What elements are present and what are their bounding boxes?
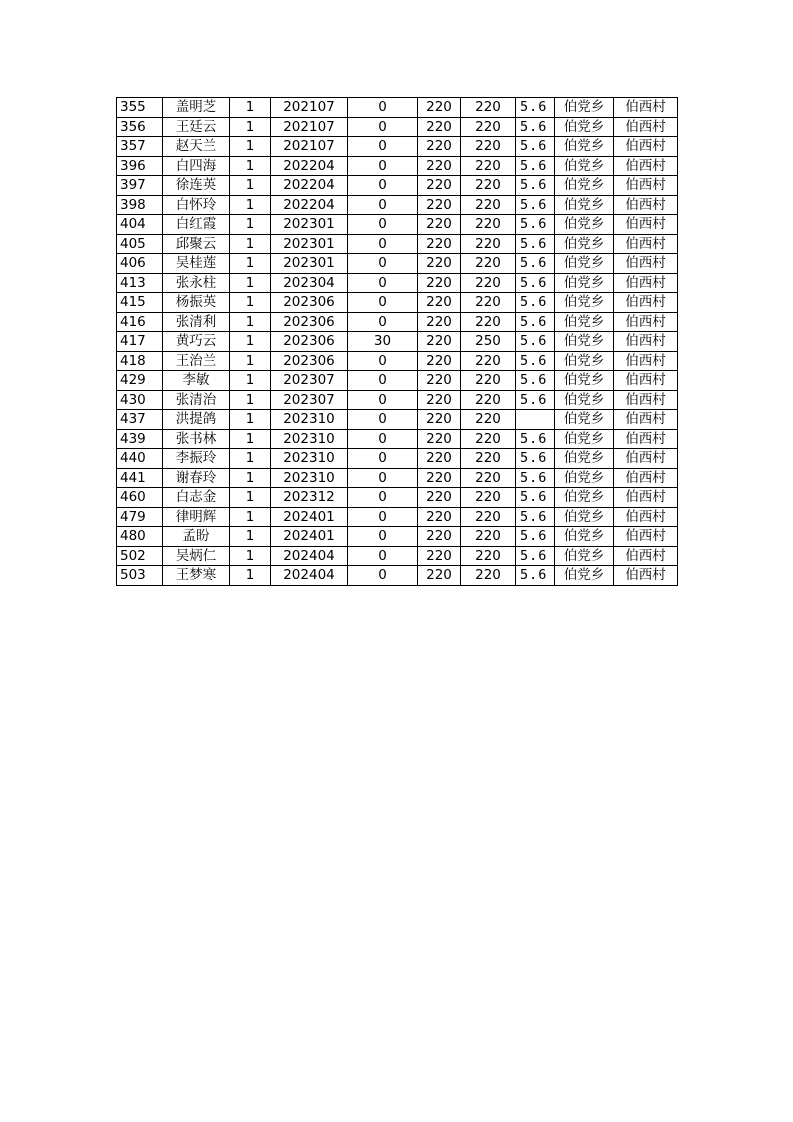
table-row	[117, 468, 678, 488]
village-cell: 伯西村	[614, 449, 678, 469]
name-cell: 盖明芝	[163, 98, 230, 118]
extra-amount-cell: 0	[348, 215, 418, 235]
start-month-cell: 202401	[271, 527, 348, 547]
village-cell: 伯西村	[614, 332, 678, 352]
name-cell: 白怀玲	[163, 195, 230, 215]
village-cell: 伯西村	[614, 234, 678, 254]
base-amount-cell: 220	[418, 215, 461, 235]
township-cell: 伯党乡	[555, 449, 614, 469]
total-amount-cell: 220	[461, 488, 516, 508]
name-cell: 王治兰	[163, 351, 230, 371]
base-amount-cell: 220	[418, 449, 461, 469]
base-amount-cell: 220	[418, 468, 461, 488]
township-cell: 伯党乡	[555, 254, 614, 274]
name-cell: 张书林	[163, 429, 230, 449]
total-amount-cell: 220	[461, 390, 516, 410]
start-month-cell: 202401	[271, 507, 348, 527]
base-amount-cell: 220	[418, 176, 461, 196]
township-cell: 伯党乡	[555, 156, 614, 176]
base-amount-cell: 220	[418, 566, 461, 586]
village-cell: 伯西村	[614, 98, 678, 118]
extra-amount-cell: 0	[348, 137, 418, 157]
start-month-cell: 202306	[271, 293, 348, 313]
table-row	[117, 351, 678, 371]
village-cell: 伯西村	[614, 312, 678, 332]
table-row	[117, 566, 678, 586]
base-amount-cell: 220	[418, 507, 461, 527]
record-number-cell: 356	[117, 117, 163, 137]
township-cell: 伯党乡	[555, 98, 614, 118]
township-cell: 伯党乡	[555, 312, 614, 332]
extra-amount-cell: 0	[348, 546, 418, 566]
base-amount-cell: 220	[418, 410, 461, 430]
rate-cell: 5.6	[516, 546, 555, 566]
total-amount-cell: 220	[461, 273, 516, 293]
start-month-cell: 202107	[271, 98, 348, 118]
table-row	[117, 371, 678, 391]
name-cell: 白红霞	[163, 215, 230, 235]
start-month-cell: 202404	[271, 566, 348, 586]
start-month-cell: 202306	[271, 351, 348, 371]
name-cell: 白四海	[163, 156, 230, 176]
base-amount-cell: 220	[418, 351, 461, 371]
village-cell: 伯西村	[614, 137, 678, 157]
start-month-cell: 202204	[271, 176, 348, 196]
base-amount-cell: 220	[418, 293, 461, 313]
township-cell: 伯党乡	[555, 390, 614, 410]
extra-amount-cell: 0	[348, 156, 418, 176]
village-cell: 伯西村	[614, 527, 678, 547]
total-amount-cell: 220	[461, 98, 516, 118]
record-number-cell: 437	[117, 410, 163, 430]
extra-amount-cell: 0	[348, 429, 418, 449]
base-amount-cell: 220	[418, 117, 461, 137]
extra-amount-cell: 0	[348, 390, 418, 410]
village-cell: 伯西村	[614, 546, 678, 566]
village-cell: 伯西村	[614, 215, 678, 235]
rate-cell: 5.6	[516, 312, 555, 332]
record-number-cell: 355	[117, 98, 163, 118]
total-amount-cell: 220	[461, 410, 516, 430]
extra-amount-cell: 0	[348, 98, 418, 118]
total-amount-cell: 220	[461, 293, 516, 313]
count-cell: 1	[230, 390, 271, 410]
township-cell: 伯党乡	[555, 351, 614, 371]
rate-cell: 5.6	[516, 449, 555, 469]
record-number-cell: 418	[117, 351, 163, 371]
start-month-cell: 202310	[271, 468, 348, 488]
rate-cell: 5.6	[516, 176, 555, 196]
rate-cell	[516, 410, 555, 430]
record-number-cell: 439	[117, 429, 163, 449]
record-number-cell: 440	[117, 449, 163, 469]
count-cell: 1	[230, 449, 271, 469]
township-cell: 伯党乡	[555, 429, 614, 449]
village-cell: 伯西村	[614, 293, 678, 313]
total-amount-cell: 220	[461, 546, 516, 566]
rate-cell: 5.6	[516, 293, 555, 313]
count-cell: 1	[230, 468, 271, 488]
start-month-cell: 202301	[271, 215, 348, 235]
count-cell: 1	[230, 312, 271, 332]
name-cell: 徐连英	[163, 176, 230, 196]
record-number-cell: 503	[117, 566, 163, 586]
record-number-cell: 416	[117, 312, 163, 332]
township-cell: 伯党乡	[555, 507, 614, 527]
name-cell: 张清利	[163, 312, 230, 332]
base-amount-cell: 220	[418, 98, 461, 118]
record-number-cell: 398	[117, 195, 163, 215]
count-cell: 1	[230, 332, 271, 352]
count-cell: 1	[230, 527, 271, 547]
base-amount-cell: 220	[418, 546, 461, 566]
township-cell: 伯党乡	[555, 371, 614, 391]
rate-cell: 5.6	[516, 156, 555, 176]
rate-cell: 5.6	[516, 429, 555, 449]
township-cell: 伯党乡	[555, 527, 614, 547]
name-cell: 洪提鸽	[163, 410, 230, 430]
extra-amount-cell: 0	[348, 293, 418, 313]
township-cell: 伯党乡	[555, 293, 614, 313]
table-row	[117, 527, 678, 547]
name-cell: 王廷云	[163, 117, 230, 137]
extra-amount-cell: 0	[348, 507, 418, 527]
start-month-cell: 202306	[271, 312, 348, 332]
start-month-cell: 202304	[271, 273, 348, 293]
extra-amount-cell: 0	[348, 176, 418, 196]
table-row	[117, 156, 678, 176]
rate-cell: 5.6	[516, 527, 555, 547]
extra-amount-cell: 0	[348, 117, 418, 137]
total-amount-cell: 220	[461, 195, 516, 215]
extra-amount-cell: 0	[348, 254, 418, 274]
village-cell: 伯西村	[614, 273, 678, 293]
total-amount-cell: 220	[461, 566, 516, 586]
table-row	[117, 254, 678, 274]
start-month-cell: 202404	[271, 546, 348, 566]
village-cell: 伯西村	[614, 117, 678, 137]
count-cell: 1	[230, 234, 271, 254]
village-cell: 伯西村	[614, 156, 678, 176]
name-cell: 吴炳仁	[163, 546, 230, 566]
village-cell: 伯西村	[614, 254, 678, 274]
start-month-cell: 202310	[271, 449, 348, 469]
table-row	[117, 176, 678, 196]
total-amount-cell: 220	[461, 429, 516, 449]
rate-cell: 5.6	[516, 137, 555, 157]
township-cell: 伯党乡	[555, 273, 614, 293]
rate-cell: 5.6	[516, 234, 555, 254]
base-amount-cell: 220	[418, 390, 461, 410]
count-cell: 1	[230, 507, 271, 527]
name-cell: 谢春玲	[163, 468, 230, 488]
rate-cell: 5.6	[516, 215, 555, 235]
rate-cell: 5.6	[516, 273, 555, 293]
township-cell: 伯党乡	[555, 546, 614, 566]
township-cell: 伯党乡	[555, 332, 614, 352]
township-cell: 伯党乡	[555, 117, 614, 137]
start-month-cell: 202310	[271, 410, 348, 430]
village-cell: 伯西村	[614, 176, 678, 196]
count-cell: 1	[230, 117, 271, 137]
table-row	[117, 546, 678, 566]
base-amount-cell: 220	[418, 273, 461, 293]
village-cell: 伯西村	[614, 507, 678, 527]
count-cell: 1	[230, 351, 271, 371]
village-cell: 伯西村	[614, 351, 678, 371]
rate-cell: 5.6	[516, 507, 555, 527]
total-amount-cell: 220	[461, 215, 516, 235]
start-month-cell: 202310	[271, 429, 348, 449]
extra-amount-cell: 0	[348, 351, 418, 371]
extra-amount-cell: 0	[348, 234, 418, 254]
record-number-cell: 417	[117, 332, 163, 352]
total-amount-cell: 220	[461, 312, 516, 332]
name-cell: 王梦寒	[163, 566, 230, 586]
count-cell: 1	[230, 429, 271, 449]
count-cell: 1	[230, 273, 271, 293]
count-cell: 1	[230, 98, 271, 118]
data-table	[116, 97, 678, 586]
township-cell: 伯党乡	[555, 488, 614, 508]
record-number-cell: 480	[117, 527, 163, 547]
record-number-cell: 357	[117, 137, 163, 157]
table-row	[117, 507, 678, 527]
name-cell: 张永柱	[163, 273, 230, 293]
record-number-cell: 502	[117, 546, 163, 566]
township-cell: 伯党乡	[555, 195, 614, 215]
name-cell: 邱聚云	[163, 234, 230, 254]
total-amount-cell: 220	[461, 176, 516, 196]
count-cell: 1	[230, 488, 271, 508]
total-amount-cell: 220	[461, 254, 516, 274]
table-row	[117, 293, 678, 313]
total-amount-cell: 220	[461, 117, 516, 137]
rate-cell: 5.6	[516, 390, 555, 410]
name-cell: 吴桂莲	[163, 254, 230, 274]
extra-amount-cell: 0	[348, 449, 418, 469]
township-cell: 伯党乡	[555, 566, 614, 586]
count-cell: 1	[230, 546, 271, 566]
township-cell: 伯党乡	[555, 176, 614, 196]
total-amount-cell: 220	[461, 507, 516, 527]
rate-cell: 5.6	[516, 468, 555, 488]
rate-cell: 5.6	[516, 371, 555, 391]
base-amount-cell: 220	[418, 254, 461, 274]
name-cell: 赵天兰	[163, 137, 230, 157]
township-cell: 伯党乡	[555, 410, 614, 430]
table-row	[117, 488, 678, 508]
village-cell: 伯西村	[614, 371, 678, 391]
extra-amount-cell: 0	[348, 312, 418, 332]
record-number-cell: 429	[117, 371, 163, 391]
record-number-cell: 396	[117, 156, 163, 176]
extra-amount-cell: 0	[348, 371, 418, 391]
count-cell: 1	[230, 156, 271, 176]
table-row	[117, 390, 678, 410]
table-body	[117, 98, 678, 586]
total-amount-cell: 220	[461, 527, 516, 547]
village-cell: 伯西村	[614, 566, 678, 586]
name-cell: 李敏	[163, 371, 230, 391]
rate-cell: 5.6	[516, 566, 555, 586]
rate-cell: 5.6	[516, 117, 555, 137]
village-cell: 伯西村	[614, 429, 678, 449]
count-cell: 1	[230, 566, 271, 586]
total-amount-cell: 220	[461, 468, 516, 488]
name-cell: 李振玲	[163, 449, 230, 469]
record-number-cell: 415	[117, 293, 163, 313]
record-number-cell: 460	[117, 488, 163, 508]
name-cell: 杨振英	[163, 293, 230, 313]
total-amount-cell: 220	[461, 137, 516, 157]
base-amount-cell: 220	[418, 137, 461, 157]
table-row	[117, 234, 678, 254]
start-month-cell: 202307	[271, 371, 348, 391]
record-number-cell: 479	[117, 507, 163, 527]
rate-cell: 5.6	[516, 488, 555, 508]
table-row	[117, 410, 678, 430]
record-number-cell: 397	[117, 176, 163, 196]
table-row	[117, 449, 678, 469]
extra-amount-cell: 0	[348, 273, 418, 293]
record-number-cell: 413	[117, 273, 163, 293]
count-cell: 1	[230, 215, 271, 235]
rate-cell: 5.6	[516, 351, 555, 371]
rate-cell: 5.6	[516, 332, 555, 352]
rate-cell: 5.6	[516, 195, 555, 215]
start-month-cell: 202312	[271, 488, 348, 508]
start-month-cell: 202107	[271, 117, 348, 137]
extra-amount-cell: 0	[348, 195, 418, 215]
extra-amount-cell: 0	[348, 488, 418, 508]
table-row	[117, 332, 678, 352]
count-cell: 1	[230, 195, 271, 215]
base-amount-cell: 220	[418, 371, 461, 391]
name-cell: 律明辉	[163, 507, 230, 527]
name-cell: 黄巧云	[163, 332, 230, 352]
base-amount-cell: 220	[418, 488, 461, 508]
record-number-cell: 404	[117, 215, 163, 235]
count-cell: 1	[230, 293, 271, 313]
extra-amount-cell: 0	[348, 527, 418, 547]
table-row	[117, 137, 678, 157]
table-row	[117, 117, 678, 137]
record-number-cell: 406	[117, 254, 163, 274]
start-month-cell: 202301	[271, 234, 348, 254]
village-cell: 伯西村	[614, 390, 678, 410]
base-amount-cell: 220	[418, 527, 461, 547]
count-cell: 1	[230, 410, 271, 430]
extra-amount-cell: 0	[348, 410, 418, 430]
table-row	[117, 215, 678, 235]
start-month-cell: 202204	[271, 156, 348, 176]
table-row	[117, 429, 678, 449]
village-cell: 伯西村	[614, 410, 678, 430]
start-month-cell: 202107	[271, 137, 348, 157]
village-cell: 伯西村	[614, 488, 678, 508]
village-cell: 伯西村	[614, 468, 678, 488]
rate-cell: 5.6	[516, 254, 555, 274]
extra-amount-cell: 0	[348, 468, 418, 488]
name-cell: 孟盼	[163, 527, 230, 547]
start-month-cell: 202301	[271, 254, 348, 274]
count-cell: 1	[230, 137, 271, 157]
township-cell: 伯党乡	[555, 234, 614, 254]
township-cell: 伯党乡	[555, 137, 614, 157]
total-amount-cell: 250	[461, 332, 516, 352]
extra-amount-cell: 30	[348, 332, 418, 352]
start-month-cell: 202306	[271, 332, 348, 352]
base-amount-cell: 220	[418, 429, 461, 449]
count-cell: 1	[230, 371, 271, 391]
base-amount-cell: 220	[418, 195, 461, 215]
record-number-cell: 430	[117, 390, 163, 410]
township-cell: 伯党乡	[555, 468, 614, 488]
township-cell: 伯党乡	[555, 215, 614, 235]
rate-cell: 5.6	[516, 98, 555, 118]
start-month-cell: 202307	[271, 390, 348, 410]
start-month-cell: 202204	[271, 195, 348, 215]
name-cell: 白志金	[163, 488, 230, 508]
record-number-cell: 405	[117, 234, 163, 254]
count-cell: 1	[230, 176, 271, 196]
base-amount-cell: 220	[418, 234, 461, 254]
total-amount-cell: 220	[461, 449, 516, 469]
base-amount-cell: 220	[418, 156, 461, 176]
total-amount-cell: 220	[461, 234, 516, 254]
base-amount-cell: 220	[418, 312, 461, 332]
table-row	[117, 273, 678, 293]
total-amount-cell: 220	[461, 156, 516, 176]
base-amount-cell: 220	[418, 332, 461, 352]
extra-amount-cell: 0	[348, 566, 418, 586]
village-cell: 伯西村	[614, 195, 678, 215]
table-row	[117, 195, 678, 215]
table-row	[117, 98, 678, 118]
total-amount-cell: 220	[461, 371, 516, 391]
count-cell: 1	[230, 254, 271, 274]
total-amount-cell: 220	[461, 351, 516, 371]
table-row	[117, 312, 678, 332]
record-number-cell: 441	[117, 468, 163, 488]
name-cell: 张清治	[163, 390, 230, 410]
